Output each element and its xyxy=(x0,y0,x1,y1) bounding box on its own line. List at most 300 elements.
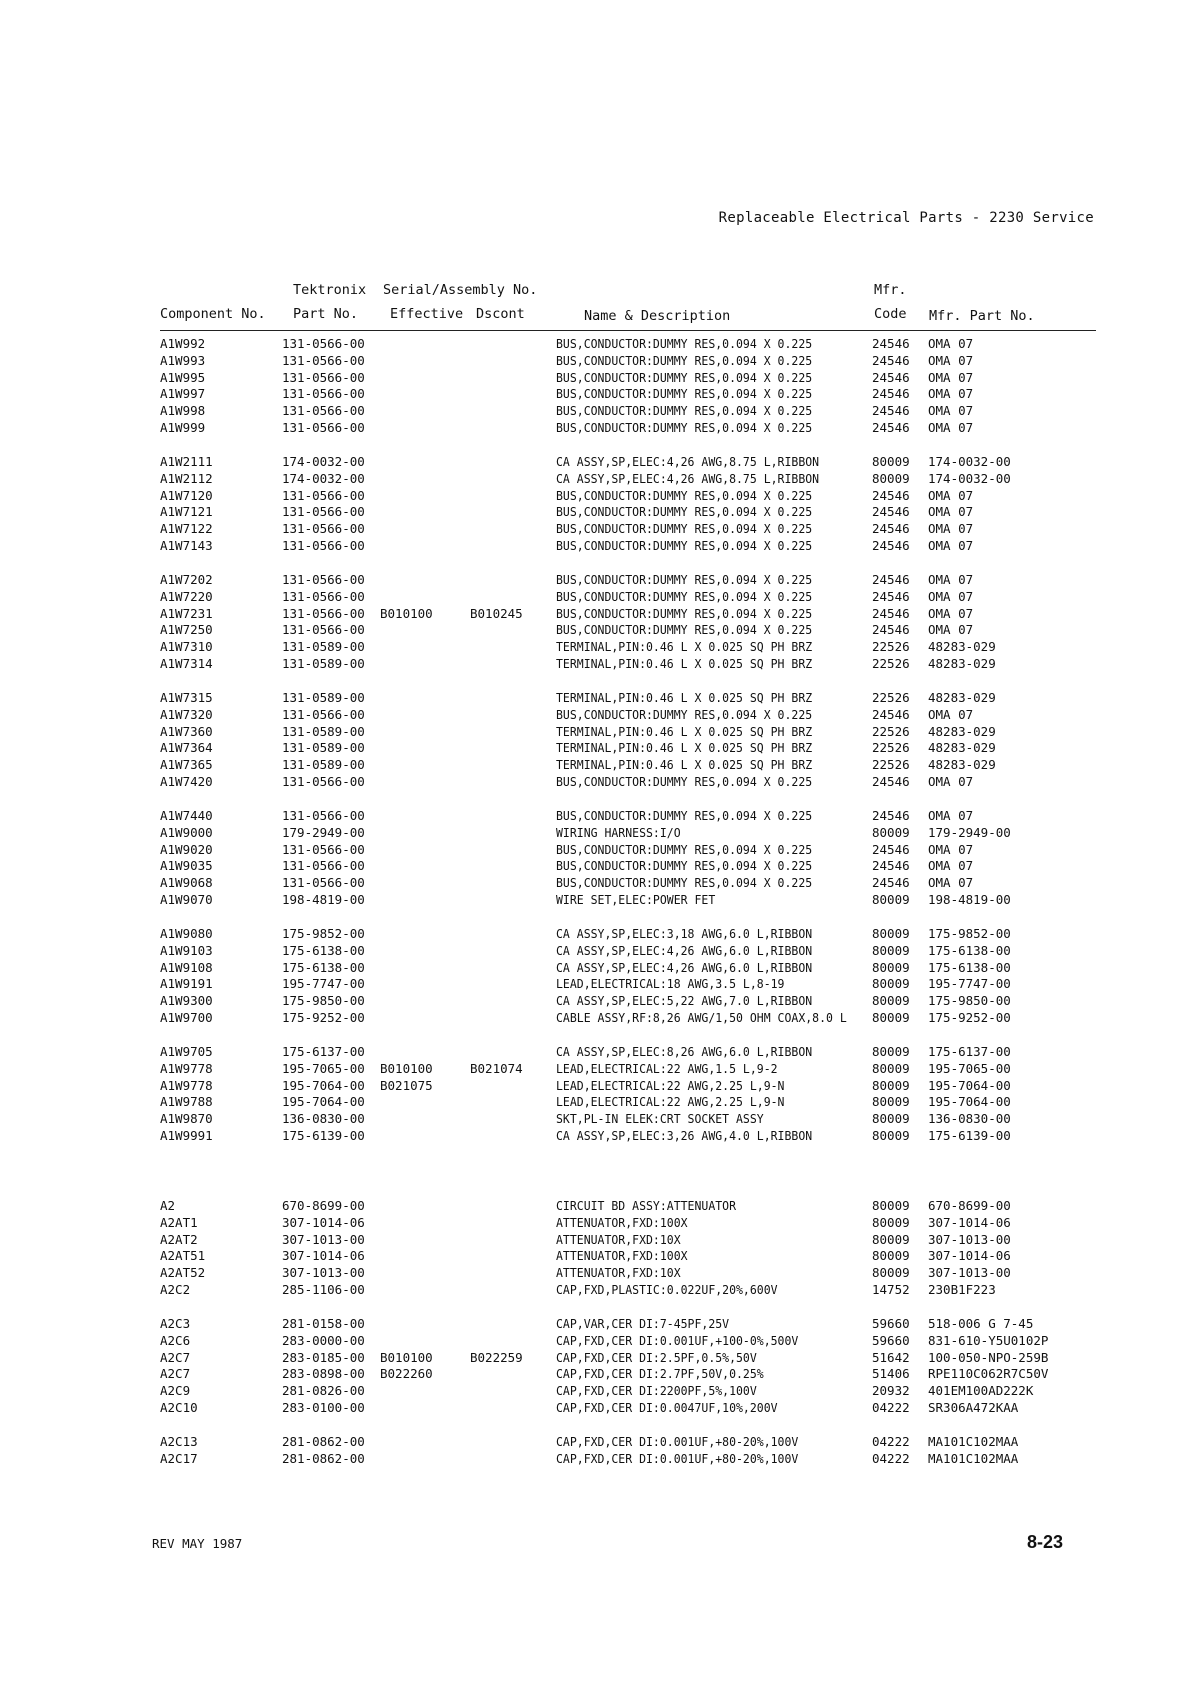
row-description: BUS,CONDUCTOR:DUMMY RES,0.094 X 0.225 xyxy=(556,386,813,402)
parts-group xyxy=(0,1044,1199,1162)
row-mfr-code: 80009 xyxy=(872,993,910,1009)
row-mfr-part: RPE110C062R7C50V xyxy=(928,1366,1049,1382)
row-description: CAP,FXD,PLASTIC:0.022UF,20%,600V xyxy=(556,1281,778,1297)
row-component: A1W997 xyxy=(160,386,206,402)
row-component: A1W9778 xyxy=(160,1060,213,1076)
row-mfr-part: 307-1013-00 xyxy=(928,1265,1011,1281)
row-description: ATTENUATOR,FXD:10X xyxy=(556,1231,681,1247)
row-mfr-part: OMA 07 xyxy=(928,706,974,722)
row-description: BUS,CONDUCTOR:DUMMY RES,0.094 X 0.225 xyxy=(556,588,813,604)
row-mfr-code: 80009 xyxy=(872,824,910,840)
row-part-number: 283-0185-00 xyxy=(282,1349,365,1365)
row-component: A1W9788 xyxy=(160,1094,213,1110)
row-mfr-part: OMA 07 xyxy=(928,858,974,874)
row-mfr-part: MA101C102MAA xyxy=(928,1450,1019,1466)
row-description: TERMINAL,PIN:0.46 L X 0.025 SQ PH BRZ xyxy=(556,723,813,739)
row-mfr-code: 24546 xyxy=(872,504,910,520)
parts-group xyxy=(0,1198,1199,1316)
table-row xyxy=(0,1383,1199,1400)
row-component: A1W7320 xyxy=(160,706,213,722)
row-description: BUS,CONDUCTOR:DUMMY RES,0.094 X 0.225 xyxy=(556,841,813,857)
row-part-number: 131-0589-00 xyxy=(282,655,365,671)
row-component: A1W9080 xyxy=(160,926,213,941)
row-part-number: 131-0566-00 xyxy=(282,858,365,874)
row-description: CAP,FXD,CER DI:2.5PF,0.5%,50V xyxy=(556,1349,757,1365)
row-mfr-code: 24546 xyxy=(872,808,910,823)
table-row xyxy=(0,1333,1199,1350)
row-mfr-part: OMA 07 xyxy=(928,336,974,351)
row-mfr-part: OMA 07 xyxy=(928,622,974,638)
table-row xyxy=(0,1094,1199,1111)
table-row xyxy=(0,622,1199,639)
row-description: CIRCUIT BD ASSY:ATTENUATOR xyxy=(556,1198,737,1213)
row-component: A1W9991 xyxy=(160,1127,213,1143)
row-mfr-code: 80009 xyxy=(872,1044,910,1059)
row-component: A1W7364 xyxy=(160,740,213,756)
header-rule xyxy=(160,330,1096,331)
row-mfr-code: 24546 xyxy=(872,487,910,503)
row-dscont: B010245 xyxy=(470,605,523,621)
row-part-number: 281-0862-00 xyxy=(282,1434,365,1449)
row-component: A1W2111 xyxy=(160,454,213,469)
row-component: A2 xyxy=(160,1198,176,1213)
row-component: A1W9068 xyxy=(160,875,213,891)
row-component: A2AT2 xyxy=(160,1231,198,1247)
col-dscont: Dscont xyxy=(476,306,525,322)
row-mfr-part: 48283-029 xyxy=(928,757,996,773)
row-part-number: 281-0158-00 xyxy=(282,1316,365,1331)
row-mfr-code: 24546 xyxy=(872,403,910,419)
row-mfr-code: 59660 xyxy=(872,1332,910,1348)
row-mfr-code: 04222 xyxy=(872,1399,910,1415)
row-part-number: 307-1013-00 xyxy=(282,1231,365,1247)
row-description: CAP,VAR,CER DI:7-45PF,25V xyxy=(556,1316,730,1331)
row-dscont: B021074 xyxy=(470,1060,523,1076)
table-row xyxy=(0,471,1199,488)
row-description: CAP,FXD,CER DI:0.001UF,+100-0%,500V xyxy=(556,1332,799,1348)
row-mfr-part: OMA 07 xyxy=(928,521,974,537)
row-component: A1W7440 xyxy=(160,808,213,823)
row-mfr-part: OMA 07 xyxy=(928,487,974,503)
col-name-description: Name & Description xyxy=(584,308,731,324)
row-mfr-part: OMA 07 xyxy=(928,403,974,419)
row-mfr-part: 195-7064-00 xyxy=(928,1094,1011,1110)
row-component: A1W7143 xyxy=(160,537,213,553)
table-row xyxy=(0,892,1199,909)
row-part-number: 283-0000-00 xyxy=(282,1332,365,1348)
row-description: CA ASSY,SP,ELEC:4,26 AWG,8.75 L,RIBBON xyxy=(556,470,820,486)
row-description: ATTENUATOR,FXD:100X xyxy=(556,1248,688,1264)
row-component: A1W993 xyxy=(160,352,206,368)
col-mfr-line1: Mfr. xyxy=(874,282,907,298)
row-part-number: 179-2949-00 xyxy=(282,824,365,840)
row-description: CAP,FXD,CER DI:0.001UF,+80-20%,100V xyxy=(556,1450,799,1466)
row-part-number: 131-0589-00 xyxy=(282,639,365,655)
row-part-number: 175-6138-00 xyxy=(282,959,365,975)
row-mfr-code: 24546 xyxy=(872,572,910,587)
table-row xyxy=(0,572,1199,589)
row-mfr-code: 24546 xyxy=(872,841,910,857)
row-mfr-part: 175-9252-00 xyxy=(928,1009,1011,1025)
table-row xyxy=(0,589,1199,606)
parts-group xyxy=(0,1316,1199,1434)
col-serial-line1: Serial/Assembly No. xyxy=(383,282,538,298)
table-row xyxy=(0,656,1199,673)
table-row xyxy=(0,639,1199,656)
row-mfr-part: OMA 07 xyxy=(928,588,974,604)
row-mfr-part: OMA 07 xyxy=(928,605,974,621)
row-description: SKT,PL-IN ELEK:CRT SOCKET ASSY xyxy=(556,1111,764,1127)
row-description: BUS,CONDUCTOR:DUMMY RES,0.094 X 0.225 xyxy=(556,808,813,823)
table-row xyxy=(0,1111,1199,1128)
table-row xyxy=(0,1044,1199,1061)
row-mfr-code: 80009 xyxy=(872,1231,910,1247)
row-mfr-code: 80009 xyxy=(872,926,910,941)
row-mfr-part: 179-2949-00 xyxy=(928,824,1011,840)
table-row xyxy=(0,1316,1199,1333)
row-mfr-part: 175-6139-00 xyxy=(928,1127,1011,1143)
row-part-number: 131-0566-00 xyxy=(282,419,365,435)
row-mfr-part: MA101C102MAA xyxy=(928,1434,1019,1449)
row-mfr-code: 80009 xyxy=(872,1198,910,1213)
table-row xyxy=(0,707,1199,724)
row-component: A1W7202 xyxy=(160,572,213,587)
row-part-number: 131-0589-00 xyxy=(282,757,365,773)
row-description: BUS,CONDUCTOR:DUMMY RES,0.094 X 0.225 xyxy=(556,403,813,419)
row-component: A1W7365 xyxy=(160,757,213,773)
row-mfr-code: 24546 xyxy=(872,537,910,553)
row-mfr-code: 51642 xyxy=(872,1349,910,1365)
row-mfr-part: 48283-029 xyxy=(928,655,996,671)
row-mfr-part: 230B1F223 xyxy=(928,1281,996,1297)
row-part-number: 131-0566-00 xyxy=(282,808,365,823)
row-mfr-code: 80009 xyxy=(872,454,910,469)
table-row xyxy=(0,926,1199,943)
col-mfr-code: Code xyxy=(874,306,907,322)
table-row xyxy=(0,858,1199,875)
row-part-number: 175-6139-00 xyxy=(282,1127,365,1143)
row-mfr-part: 175-9852-00 xyxy=(928,926,1011,941)
row-component: A1W7122 xyxy=(160,521,213,537)
row-component: A1W7250 xyxy=(160,622,213,638)
table-row xyxy=(0,825,1199,842)
row-description: TERMINAL,PIN:0.46 L X 0.025 SQ PH BRZ xyxy=(556,639,813,655)
row-component: A2C13 xyxy=(160,1434,198,1449)
table-row xyxy=(0,370,1199,387)
row-mfr-code: 24546 xyxy=(872,419,910,435)
table-row xyxy=(0,488,1199,505)
row-description: TERMINAL,PIN:0.46 L X 0.025 SQ PH BRZ xyxy=(556,655,813,671)
row-mfr-code: 80009 xyxy=(872,470,910,486)
revision-date: REV MAY 1987 xyxy=(152,1536,243,1551)
table-row xyxy=(0,1232,1199,1249)
row-component: A1W7310 xyxy=(160,639,213,655)
row-mfr-code: 24546 xyxy=(872,706,910,722)
row-mfr-code: 24546 xyxy=(872,369,910,385)
row-part-number: 131-0566-00 xyxy=(282,605,365,621)
table-row xyxy=(0,1366,1199,1383)
row-component: A1W9191 xyxy=(160,976,213,992)
row-part-number: 307-1014-06 xyxy=(282,1248,365,1264)
row-effective: B010100 xyxy=(380,1060,433,1076)
row-mfr-code: 14752 xyxy=(872,1281,910,1297)
row-mfr-part: 198-4819-00 xyxy=(928,891,1011,907)
row-part-number: 195-7747-00 xyxy=(282,976,365,992)
parts-group xyxy=(0,572,1199,690)
table-row xyxy=(0,1061,1199,1078)
row-mfr-code: 59660 xyxy=(872,1316,910,1331)
row-mfr-part: 136-0830-00 xyxy=(928,1111,1011,1127)
row-component: A1W995 xyxy=(160,369,206,385)
row-mfr-part: 100-050-NPO-259B xyxy=(928,1349,1049,1365)
row-component: A1W9300 xyxy=(160,993,213,1009)
row-dscont: B022259 xyxy=(470,1349,523,1365)
row-effective: B010100 xyxy=(380,605,433,621)
row-description: LEAD,ELECTRICAL:22 AWG,2.25 L,9-N xyxy=(556,1077,785,1093)
row-mfr-part: 48283-029 xyxy=(928,639,996,655)
row-mfr-code: 24546 xyxy=(872,858,910,874)
row-description: BUS,CONDUCTOR:DUMMY RES,0.094 X 0.225 xyxy=(556,875,813,891)
row-description: BUS,CONDUCTOR:DUMMY RES,0.094 X 0.225 xyxy=(556,336,813,351)
col-component: Component No. xyxy=(160,306,266,322)
row-mfr-part: 831-610-Y5U0102P xyxy=(928,1332,1049,1348)
table-row xyxy=(0,386,1199,403)
row-mfr-part: 307-1014-06 xyxy=(928,1214,1011,1230)
row-description: BUS,CONDUCTOR:DUMMY RES,0.094 X 0.225 xyxy=(556,369,813,385)
table-row xyxy=(0,976,1199,993)
table-row xyxy=(0,1265,1199,1282)
table-row xyxy=(0,538,1199,555)
row-mfr-part: OMA 07 xyxy=(928,808,974,823)
row-mfr-code: 20932 xyxy=(872,1383,910,1399)
table-row xyxy=(0,757,1199,774)
row-part-number: 131-0566-00 xyxy=(282,841,365,857)
col-effective: Effective xyxy=(390,306,464,322)
row-mfr-part: OMA 07 xyxy=(928,572,974,587)
row-description: CA ASSY,SP,ELEC:3,26 AWG,4.0 L,RIBBON xyxy=(556,1127,813,1143)
table-row xyxy=(0,521,1199,538)
row-part-number: 175-6137-00 xyxy=(282,1044,365,1059)
table-row xyxy=(0,1215,1199,1232)
row-mfr-part: 175-9850-00 xyxy=(928,993,1011,1009)
table-row xyxy=(0,993,1199,1010)
row-mfr-part: OMA 07 xyxy=(928,369,974,385)
row-component: A1W7314 xyxy=(160,655,213,671)
row-component: A2AT52 xyxy=(160,1265,206,1281)
row-mfr-code: 80009 xyxy=(872,1248,910,1264)
row-mfr-part: OMA 07 xyxy=(928,841,974,857)
row-part-number: 670-8699-00 xyxy=(282,1198,365,1213)
row-mfr-code: 80009 xyxy=(872,1060,910,1076)
row-description: CAP,FXD,CER DI:2.7PF,50V,0.25% xyxy=(556,1366,764,1382)
row-component: A1W9778 xyxy=(160,1077,213,1093)
page-number: 8-23 xyxy=(1027,1532,1064,1552)
parts-group xyxy=(0,454,1199,572)
row-component: A1W9103 xyxy=(160,942,213,958)
row-description: CA ASSY,SP,ELEC:4,26 AWG,6.0 L,RIBBON xyxy=(556,959,813,975)
row-part-number: 131-0566-00 xyxy=(282,572,365,587)
row-description: CA ASSY,SP,ELEC:4,26 AWG,6.0 L,RIBBON xyxy=(556,942,813,958)
row-component: A1W7315 xyxy=(160,690,213,705)
row-component: A1W7420 xyxy=(160,773,213,789)
row-mfr-code: 24546 xyxy=(872,588,910,604)
parts-group xyxy=(0,336,1199,454)
table-row xyxy=(0,1078,1199,1095)
row-mfr-part: 518-006 G 7-45 xyxy=(928,1316,1034,1331)
row-description: TERMINAL,PIN:0.46 L X 0.025 SQ PH BRZ xyxy=(556,740,813,756)
row-mfr-code: 24546 xyxy=(872,605,910,621)
row-part-number: 175-9252-00 xyxy=(282,1009,365,1025)
page-header-title: Replaceable Electrical Parts - 2230 Service xyxy=(718,210,1094,226)
row-part-number: 131-0566-00 xyxy=(282,487,365,503)
row-effective: B022260 xyxy=(380,1366,433,1382)
table-row xyxy=(0,420,1199,437)
table-row xyxy=(0,1248,1199,1265)
row-mfr-part: OMA 07 xyxy=(928,537,974,553)
row-mfr-code: 80009 xyxy=(872,942,910,958)
row-component: A1W9108 xyxy=(160,959,213,975)
row-component: A1W7120 xyxy=(160,487,213,503)
row-description: BUS,CONDUCTOR:DUMMY RES,0.094 X 0.225 xyxy=(556,352,813,368)
row-description: CAP,FXD,CER DI:2200PF,5%,100V xyxy=(556,1383,757,1399)
row-component: A1W9870 xyxy=(160,1111,213,1127)
row-part-number: 283-0898-00 xyxy=(282,1366,365,1382)
row-part-number: 307-1013-00 xyxy=(282,1265,365,1281)
row-mfr-code: 80009 xyxy=(872,1094,910,1110)
row-mfr-code: 24546 xyxy=(872,352,910,368)
row-description: WIRING HARNESS:I/O xyxy=(556,824,681,840)
row-description: BUS,CONDUCTOR:DUMMY RES,0.094 X 0.225 xyxy=(556,622,813,638)
row-part-number: 131-0566-00 xyxy=(282,521,365,537)
row-description: LEAD,ELECTRICAL:22 AWG,1.5 L,9-2 xyxy=(556,1060,778,1076)
row-mfr-part: 174-0032-00 xyxy=(928,454,1011,469)
row-mfr-code: 80009 xyxy=(872,976,910,992)
row-mfr-code: 24546 xyxy=(872,336,910,351)
row-part-number: 174-0032-00 xyxy=(282,454,365,469)
row-mfr-code: 22526 xyxy=(872,639,910,655)
row-mfr-part: OMA 07 xyxy=(928,419,974,435)
row-part-number: 131-0566-00 xyxy=(282,504,365,520)
row-description: BUS,CONDUCTOR:DUMMY RES,0.094 X 0.225 xyxy=(556,419,813,435)
row-mfr-code: 80009 xyxy=(872,1127,910,1143)
row-component: A1W9070 xyxy=(160,891,213,907)
row-description: BUS,CONDUCTOR:DUMMY RES,0.094 X 0.225 xyxy=(556,858,813,874)
row-part-number: 285-1106-00 xyxy=(282,1281,365,1297)
table-row xyxy=(0,336,1199,353)
row-component: A1W7231 xyxy=(160,605,213,621)
row-part-number: 281-0826-00 xyxy=(282,1383,365,1399)
row-description: BUS,CONDUCTOR:DUMMY RES,0.094 X 0.225 xyxy=(556,706,813,722)
row-description: BUS,CONDUCTOR:DUMMY RES,0.094 X 0.225 xyxy=(556,773,813,789)
row-part-number: 131-0589-00 xyxy=(282,690,365,705)
row-component: A1W9705 xyxy=(160,1044,213,1059)
row-mfr-part: OMA 07 xyxy=(928,773,974,789)
table-row xyxy=(0,960,1199,977)
row-part-number: 131-0566-00 xyxy=(282,403,365,419)
row-part-number: 131-0589-00 xyxy=(282,723,365,739)
row-part-number: 283-0100-00 xyxy=(282,1399,365,1415)
row-description: ATTENUATOR,FXD:10X xyxy=(556,1265,681,1281)
row-mfr-code: 22526 xyxy=(872,690,910,705)
row-mfr-part: OMA 07 xyxy=(928,386,974,402)
table-row xyxy=(0,808,1199,825)
row-mfr-code: 04222 xyxy=(872,1434,910,1449)
row-part-number: 195-7065-00 xyxy=(282,1060,365,1076)
table-row xyxy=(0,1010,1199,1027)
row-component: A1W992 xyxy=(160,336,206,351)
row-part-number: 131-0566-00 xyxy=(282,875,365,891)
row-part-number: 131-0589-00 xyxy=(282,740,365,756)
row-mfr-part: 174-0032-00 xyxy=(928,470,1011,486)
table-row xyxy=(0,690,1199,707)
table-row xyxy=(0,1350,1199,1367)
parts-group xyxy=(0,926,1199,1044)
row-component: A2AT1 xyxy=(160,1214,198,1230)
row-mfr-part: 670-8699-00 xyxy=(928,1198,1011,1213)
row-mfr-code: 80009 xyxy=(872,959,910,975)
col-mfr-part: Mfr. Part No. xyxy=(929,308,1035,324)
row-part-number: 131-0566-00 xyxy=(282,588,365,604)
table-row xyxy=(0,1400,1199,1417)
row-component: A2C2 xyxy=(160,1281,191,1297)
table-row xyxy=(0,1198,1199,1215)
row-mfr-part: 307-1014-06 xyxy=(928,1248,1011,1264)
parts-group xyxy=(0,690,1199,808)
row-description: TERMINAL,PIN:0.46 L X 0.025 SQ PH BRZ xyxy=(556,757,813,773)
row-mfr-code: 80009 xyxy=(872,1214,910,1230)
row-mfr-code: 22526 xyxy=(872,740,910,756)
row-part-number: 195-7064-00 xyxy=(282,1094,365,1110)
row-mfr-part: 175-6137-00 xyxy=(928,1044,1011,1059)
row-mfr-part: 195-7065-00 xyxy=(928,1060,1011,1076)
row-mfr-code: 80009 xyxy=(872,891,910,907)
row-description: TERMINAL,PIN:0.46 L X 0.025 SQ PH BRZ xyxy=(556,690,813,705)
row-mfr-part: 401EM100AD222K xyxy=(928,1383,1034,1399)
row-part-number: 281-0862-00 xyxy=(282,1450,365,1466)
parts-group xyxy=(0,808,1199,926)
row-mfr-code: 51406 xyxy=(872,1366,910,1382)
col-tek-line1: Tektronix xyxy=(293,282,367,298)
row-mfr-code: 24546 xyxy=(872,875,910,891)
row-part-number: 131-0566-00 xyxy=(282,369,365,385)
row-part-number: 131-0566-00 xyxy=(282,352,365,368)
table-row xyxy=(0,403,1199,420)
row-mfr-code: 04222 xyxy=(872,1450,910,1466)
row-description: BUS,CONDUCTOR:DUMMY RES,0.094 X 0.225 xyxy=(556,521,813,537)
table-row xyxy=(0,943,1199,960)
table-row xyxy=(0,740,1199,757)
row-part-number: 175-6138-00 xyxy=(282,942,365,958)
row-mfr-code: 24546 xyxy=(872,521,910,537)
row-description: WIRE SET,ELEC:POWER FET xyxy=(556,891,716,907)
row-mfr-code: 80009 xyxy=(872,1111,910,1127)
table-row xyxy=(0,842,1199,859)
row-description: CABLE ASSY,RF:8,26 AWG/1,50 OHM COAX,8.0 L xyxy=(556,1009,847,1025)
row-description: CA ASSY,SP,ELEC:3,18 AWG,6.0 L,RIBBON xyxy=(556,926,813,941)
row-part-number: 131-0566-00 xyxy=(282,622,365,638)
row-component: A2C7 xyxy=(160,1349,191,1365)
table-row xyxy=(0,1282,1199,1299)
row-description: LEAD,ELECTRICAL:18 AWG,3.5 L,8-19 xyxy=(556,976,785,992)
row-component: A1W7360 xyxy=(160,723,213,739)
row-mfr-part: OMA 07 xyxy=(928,504,974,520)
row-part-number: 307-1014-06 xyxy=(282,1214,365,1230)
row-description: BUS,CONDUCTOR:DUMMY RES,0.094 X 0.225 xyxy=(556,572,813,587)
row-part-number: 136-0830-00 xyxy=(282,1111,365,1127)
row-part-number: 175-9850-00 xyxy=(282,993,365,1009)
row-component: A1W7121 xyxy=(160,504,213,520)
table-row xyxy=(0,774,1199,791)
